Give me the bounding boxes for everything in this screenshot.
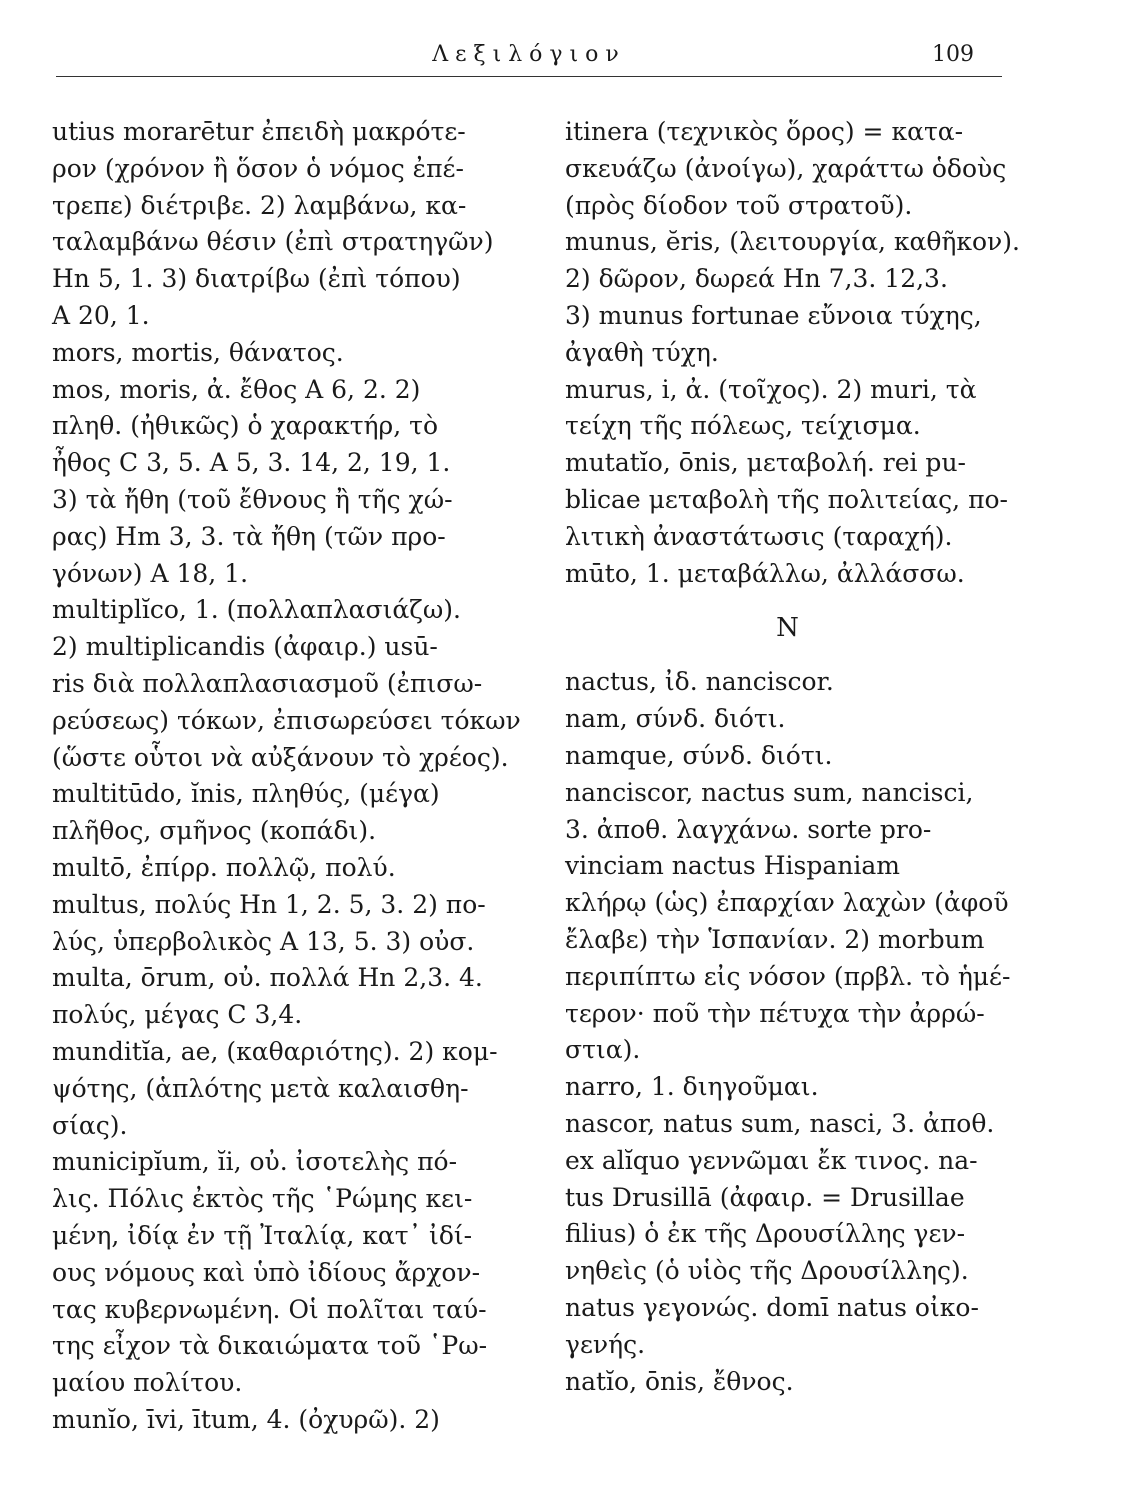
right-column-top-entries <box>565 114 1020 592</box>
text-line: ους νόμους καὶ ὑπὸ ἰδίους ἄρχον- <box>52 1257 481 1287</box>
text-line: τερον· ποῦ τὴν πέτυχα τὴν ἀρρώ- <box>565 998 985 1028</box>
running-title: Λεξιλόγιον <box>432 42 626 67</box>
text-line: ex alĭquo γεννῶμαι ἔκ τινος. na- <box>565 1145 978 1175</box>
text-line: μένη, ἰδίᾳ ἐν τῇ Ἰταλίᾳ, κατ᾽ ἰδί- <box>52 1220 473 1250</box>
text-line: πληθ. (ἠθικῶς) ὁ χαρακτήρ, τὸ <box>52 411 439 441</box>
text-line: municipĭum, ĭi, οὐ. ἰσοτελὴς πό- <box>52 1147 458 1177</box>
text-line: vinciam nactus Hispaniam <box>565 851 900 881</box>
text-line: σίας). <box>52 1110 128 1140</box>
text-line: namque, σύνδ. διότι. <box>565 740 833 770</box>
text-line: τρεπε) διέτριβε. 2) λαμβάνω, κα- <box>52 190 467 220</box>
text-line: γενής. <box>565 1329 646 1359</box>
text-line: blicae μεταβολὴ τῆς πολιτείας, πο- <box>565 484 1009 514</box>
text-line: νηθεὶς (ὁ υἱὸς τῆς Δρουσίλλης). <box>565 1256 969 1286</box>
page-number: 109 <box>932 42 974 67</box>
text-line: της εἶχον τὰ δικαιώματα τοῦ ῾Ρω- <box>52 1331 488 1361</box>
text-line: multō, ἐπίρρ. πολλῷ, πολύ. <box>52 852 396 882</box>
text-line: ἔλαβε) τὴν Ἱσπανίαν. 2) morbum <box>565 924 985 954</box>
text-line: munĭo, īvi, ītum, 4. (ὀχυρῶ). 2) <box>52 1404 440 1434</box>
text-line: filius) ὁ ἐκ τῆς Δρουσίλλης γεν- <box>565 1219 966 1249</box>
right-column-bottom-entries <box>565 664 1010 1400</box>
text-line: 3) munus fortunae εὔνοια τύχης, <box>565 300 982 330</box>
text-line: nascor, natus sum, nasci, 3. ἀποθ. <box>565 1108 995 1138</box>
text-line: ρας) Hm 3, 3. τὰ ἤθη (τῶν προ- <box>52 521 446 551</box>
text-line: itinera (τεχνικὸς ὅρος) = κατα- <box>565 117 964 146</box>
text-line: mors, mortis, θάνατος. <box>52 337 344 367</box>
text-line: τείχη τῆς πόλεως, τείχισμα. <box>565 411 921 441</box>
text-line: 2) δῶρον, δωρεά Hn 7,3. 12,3. <box>565 264 948 294</box>
text-line: multitūdo, ĭnis, πληθύς, (μέγα) <box>52 779 440 809</box>
text-line: λιτικὴ ἀναστάτωσις (ταραχή). <box>565 521 953 551</box>
text-line: πολύς, μέγας C 3,4. <box>52 1000 303 1030</box>
section-letter: N <box>776 613 799 644</box>
text-line: ρεύσεως) τόκων, ἐπισωρεύσει τόκων <box>52 705 521 735</box>
text-line: multa, ōrum, οὐ. πολλά Hn 2,3. 4. <box>52 963 483 993</box>
text-line: κλήρῳ (ὡς) ἐπαρχίαν λαχὼν (ἀφοῦ <box>565 888 1009 918</box>
text-line: μαίου πολίτου. <box>52 1368 243 1398</box>
text-line: στια). <box>565 1035 641 1065</box>
text-line: ρον (χρόνον ἢ ὅσον ὁ νόμος ἐπέ- <box>52 153 464 183</box>
left-column <box>52 114 538 1439</box>
text-line: nactus, ἰδ. nanciscor. <box>565 667 834 697</box>
text-line: multus, πολύς Hn 1, 2. 5, 3. 2) πο- <box>52 889 486 919</box>
text-line: munditĭa, ae, (καθαριότης). 2) κομ- <box>52 1036 498 1066</box>
text-line: σκευάζω (ἀνοίγω), χαράττω ὁδοὺς <box>565 153 1007 183</box>
text-line: narro, 1. διηγοῦμαι. <box>565 1072 819 1102</box>
text-line: munus, ĕris, (λειτουργία, καθῆκον). <box>565 227 1020 257</box>
text-line: mos, moris, ἀ. ἔθος A 6, 2. 2) <box>52 374 421 404</box>
page-header <box>56 36 1002 77</box>
text-line: nam, σύνδ. διότι. <box>565 704 786 734</box>
text-line: mutatĭo, ōnis, μεταβολή. rei pu- <box>565 448 966 478</box>
text-line: ἀγαθὴ τύχη. <box>565 337 719 367</box>
text-line: utius morarētur ἐπειδὴ μακρότε- <box>52 117 466 146</box>
text-line: murus, i, ἀ. (τοῖχος). 2) muri, τὰ <box>565 374 977 404</box>
text-line: tus Drusillā (ἀφαιρ. = Drusillae <box>565 1182 965 1212</box>
text-line: natus γεγονώς. domī natus οἰκο- <box>565 1292 979 1322</box>
text-line: περιπίπτω εἰς νόσον (πρβλ. τὸ ἡμέ- <box>565 961 1011 991</box>
text-line: A 20, 1. <box>52 300 150 330</box>
text-line: τας κυβερνωμένη. Οἱ πολῖται ταύ- <box>52 1294 487 1324</box>
text-line: nanciscor, nactus sum, nancisci, <box>565 777 974 807</box>
text-line: natĭo, ōnis, ἔθνος. <box>565 1366 794 1396</box>
text-line: λύς, ὑπερβολικὸς A 13, 5. 3) οὐσ. <box>52 926 475 956</box>
text-line: 3) τὰ ἤθη (τοῦ ἔθνους ἢ τῆς χώ- <box>52 484 453 514</box>
right-column <box>565 114 1020 1400</box>
text-line: Hn 5, 1. 3) διατρίβω (ἐπὶ τόπου) <box>52 264 461 294</box>
text-line: ψότης, (ἁπλότης μετὰ καλαισθη- <box>52 1073 469 1103</box>
text-line: 2) multiplicandis (ἀφαιρ.) usū- <box>52 632 438 662</box>
text-line: λις. Πόλις ἐκτὸς τῆς ῾Ρώμης κει- <box>52 1184 473 1214</box>
text-line: 3. ἀποθ. λαγχάνω. sorte pro- <box>565 814 932 844</box>
text-line: (πρὸς δίοδον τοῦ στρατοῦ). <box>565 190 913 220</box>
text-line: (ὥστε οὗτοι νὰ αὐξάνουν τὸ χρέος). <box>52 742 509 772</box>
text-line: πλῆθος, σμῆνος (κοπάδι). <box>52 816 377 846</box>
text-line: γόνων) A 18, 1. <box>52 558 249 588</box>
text-line: ris διὰ πολλαπλασιασμοῦ (ἐπισω- <box>52 668 483 698</box>
text-line: mūto, 1. μεταβάλλω, ἀλλάσσω. <box>565 558 965 588</box>
text-line: ταλαμβάνω θέσιν (ἐπὶ στρατηγῶν) <box>52 227 494 257</box>
text-line: multiplĭco, 1. (πολλαπλασιάζω). <box>52 595 461 625</box>
text-line: ἦθος C 3, 5. A 5, 3. 14, 2, 19, 1. <box>52 448 451 478</box>
